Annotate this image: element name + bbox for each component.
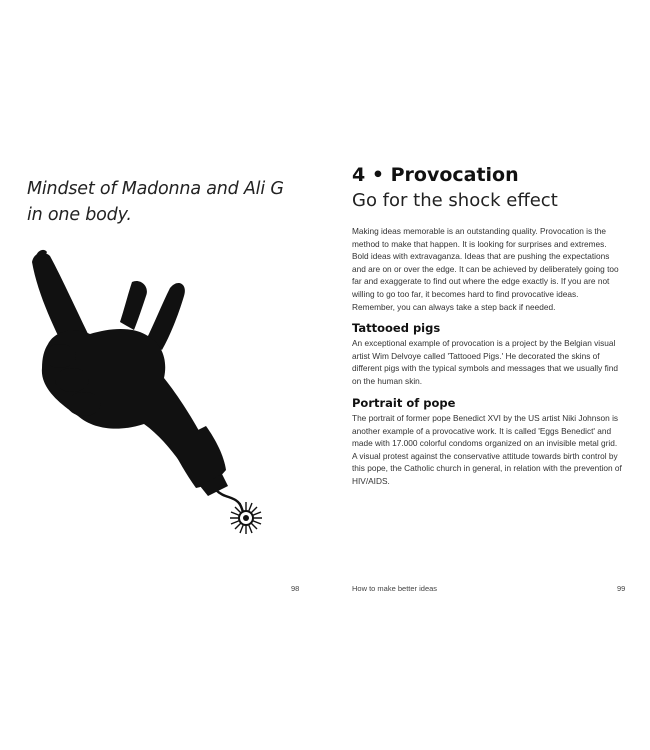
right-page: [325, 0, 650, 750]
chapter-subheading: Go for the shock effect: [352, 190, 558, 211]
section-tattooed-pigs: [352, 321, 624, 387]
intro-paragraph: Making ideas memorable is an outstanding quality. Provocation is the method to make that happen. It is looking for surprises and extremes. Bold ideas with extravaganza. Ideas that are pushing the expectations and are on or over the edge. It can be achieved by deliberately going too far and exaggerate to find out where the edge exactly is. If you are not willing to go too far, it becomes hard to find provocative ideas. Remember, you can always take a step back if needed.: [352, 226, 619, 312]
section-paragraph: The portrait of former pope Benedict XVI by the US artist Niki Johnson is another example of a provocative work. It is called 'Eggs Benedict' and made with 17.000 colorful condoms organized on an invisible metal grid. A visual protest against the conservative attitude towards birth control by this pope, the Catholic church in general, in relation with the prevention of HIV/AIDS.: [352, 413, 622, 486]
section-portrait-of-pope: [352, 396, 624, 488]
section-paragraph: An exceptional example of provocation is a project by the Belgian visual artist Wim Delvoye called 'Tattooed Pigs.' He decorated the skins of different pigs with the typical symbols and messages that we usually find on the human skin.: [352, 338, 618, 386]
page-number-right: 99: [617, 584, 626, 593]
middle-finger-bomb-icon: [20, 248, 280, 548]
running-head: How to make better ideas: [352, 584, 438, 593]
section-title: Portrait of pope: [352, 396, 456, 410]
page-number-left: 98: [291, 584, 300, 593]
chapter-heading: 4 • Provocation: [352, 164, 519, 186]
section-title: Tattooed pigs: [352, 321, 441, 335]
pull-quote: Mindset of Madonna and Ali G in one body.: [27, 179, 284, 225]
